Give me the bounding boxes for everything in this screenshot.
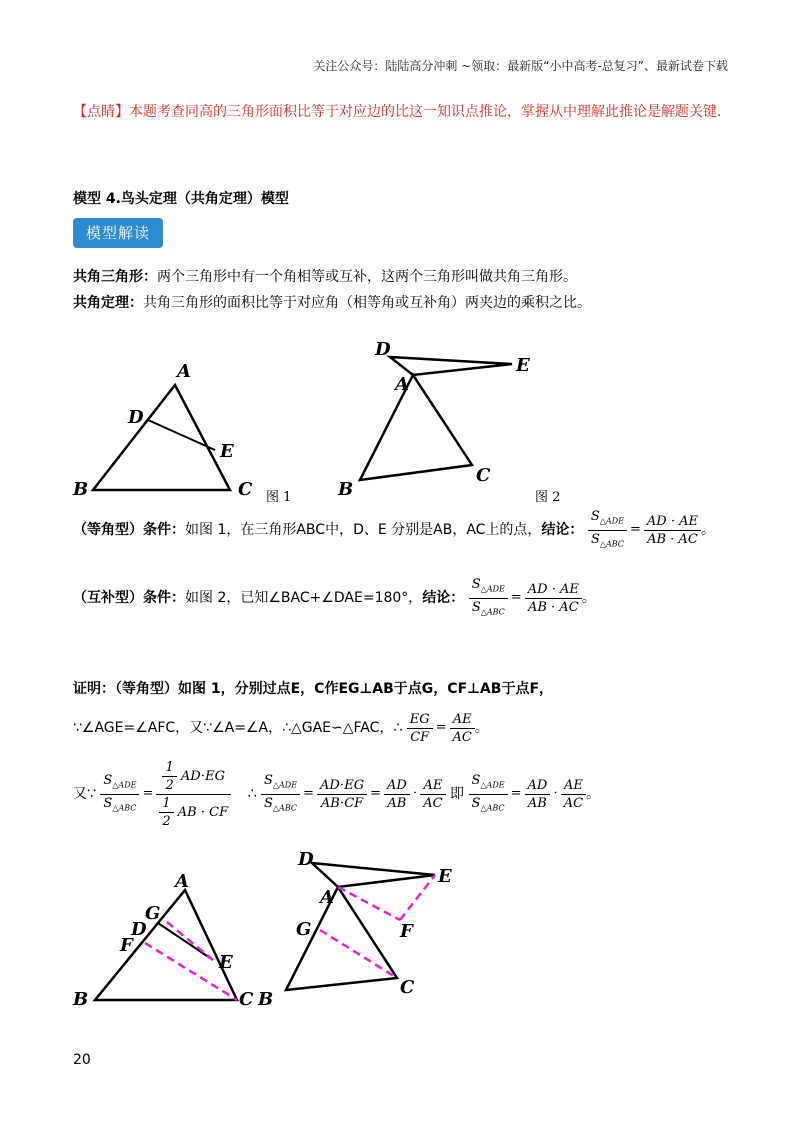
- label-e: E: [220, 441, 234, 462]
- label-b: B: [338, 479, 354, 500]
- triangle-abc: [93, 385, 230, 490]
- model-badge: 模型解读: [73, 218, 163, 248]
- triangle-abc: [360, 375, 472, 480]
- conclusion-label: 结论：: [422, 590, 465, 607]
- label-e: E: [219, 952, 233, 973]
- proof-figure-1: [65, 865, 280, 1015]
- ad-eg-fraction: $\frac{AD\cdot EG}{AB\cdot CF}$: [317, 777, 367, 812]
- condition-supplementary: （互补型）条件：如图 2，已知∠BAC+∠DAE=180°，结论： $\frac{S_{\triangle ADE}}{S_{\triangle ABC}}$ = $\frac{AD \cdot AE}{AB \cdot AC}$ 。: [73, 576, 596, 616]
- area-ratio-fraction: $\frac{S_{\triangle ADE}}{S_{\triangle ABC}}$: [588, 508, 627, 552]
- label-e: E: [516, 355, 530, 376]
- area-ratio-fraction: $\frac{S_{\triangle ADE}}{S_{\triangle ABC}}$: [469, 576, 508, 620]
- ad-ab-fraction: $\frac{AD}{AB}$: [384, 777, 410, 812]
- label-a: A: [175, 871, 189, 892]
- segment-de: [158, 923, 213, 960]
- segment-ef: [400, 875, 435, 920]
- figure-2: [330, 335, 550, 500]
- proof-figure-2: [250, 845, 470, 1015]
- area-ratio-fraction-2: $\frac{S_{\triangle ADE}}{S_{\triangle ABC}}$: [261, 772, 300, 816]
- ae-ac-fraction: $\frac{AE}{AC}$: [450, 711, 475, 746]
- proof-line-2-text: ∵∠AGE=∠AFC，又∵∠A=∠A，∴△GAE∽△FAC，∴: [73, 720, 403, 736]
- label-c: C: [238, 479, 253, 500]
- label-b: B: [73, 479, 89, 500]
- segment-de: [148, 420, 215, 450]
- ae-ac-fraction: $\frac{AE}{AC}$: [420, 777, 445, 812]
- condition-supp-text: 如图 2，已知∠BAC+∠DAE=180°，: [185, 590, 423, 607]
- label-b: B: [73, 989, 89, 1010]
- proof-line-1-text: 证明：（等角型）如图 1，分别过点E，C作EG⊥AB于点G，CF⊥AB于点F，: [73, 681, 554, 697]
- condition-equal-prefix: （等角型）条件：: [73, 522, 185, 539]
- figure-1: [60, 350, 300, 510]
- model-title: 模型 4.鸟头定理（共角定理）模型: [73, 191, 289, 207]
- label-f: F: [120, 935, 133, 956]
- label-b: B: [258, 989, 274, 1010]
- label-d: D: [128, 407, 144, 428]
- proof-line-2: ∵∠AGE=∠AFC，又∵∠A=∠A，∴△GAE∽△FAC，∴ $\frac{EG}{CF}$ = $\frac{AE}{AC}$ 。: [73, 711, 489, 745]
- eg-cf-fraction: $\frac{EG}{CF}$: [407, 711, 433, 746]
- label-c: C: [476, 465, 491, 486]
- definition-1: [73, 266, 577, 286]
- ae-ac-fraction: $\frac{AE}{AC}$: [561, 777, 586, 812]
- proof-line-1: [73, 678, 553, 698]
- label-c: C: [400, 977, 415, 998]
- label-a: A: [395, 374, 409, 395]
- side-product-fraction: $\frac{AD \cdot AE}{AB \cdot AC}$: [644, 513, 701, 548]
- segment-cg: [320, 930, 397, 978]
- ad-ab-fraction: $\frac{AD}{AB}$: [525, 777, 551, 812]
- dianjing-note: 【点睛】本题考查同高的三角形面积比等于对应边的比这一知识点推论，掌握从中理解此推论是解题关键.: [73, 104, 722, 120]
- definition-1-text: 两个三角形中有一个角相等或互补，这两个三角形叫做共角三角形。: [157, 269, 577, 285]
- label-d: D: [298, 849, 314, 870]
- definition-2-term: 共角定理：: [73, 295, 143, 311]
- triangle-abc: [95, 890, 237, 1000]
- definition-2: [73, 292, 591, 312]
- label-f: F: [400, 921, 413, 942]
- half-area-fraction: $\frac{1}{2}$ AD⋅EG $\frac{1}{2}$ AB · CF: [156, 759, 231, 830]
- label-c: C: [239, 989, 254, 1010]
- label-g: G: [296, 919, 312, 940]
- page-number: 20: [73, 1052, 91, 1068]
- condition-equal-angle: （等角型）条件：如图 1，在三角形ABC中，D、E 分别是AB，AC上的点，结论： $\frac{S_{\triangle ADE}}{S_{\triangle ABC}}$ = $\frac{AD \cdot AE}{AB \cdot AC}$ 。: [73, 508, 715, 548]
- label-g: G: [145, 903, 161, 924]
- triangle-ade: [390, 357, 512, 375]
- label-e: E: [438, 866, 452, 887]
- label-a: A: [177, 361, 191, 382]
- figure-1-caption: 图 1: [266, 490, 292, 505]
- figure-2-caption: 图 2: [535, 490, 561, 505]
- definition-2-text: 共角三角形的面积比等于对应角（相等角或互补角）两夹边的乘积之比。: [143, 295, 591, 311]
- label-d: D: [375, 339, 391, 360]
- triangle-ade: [312, 863, 435, 887]
- label-d: D: [131, 919, 147, 940]
- condition-equal-text: 如图 1，在三角形ABC中，D、E 分别是AB，AC上的点，: [185, 522, 542, 539]
- condition-supp-prefix: （互补型）条件：: [73, 590, 185, 607]
- conclusion-label: 结论：: [541, 522, 584, 539]
- area-ratio-fraction: $\frac{S_{\triangle ADE}}{S_{\triangle ABC}}$: [100, 772, 139, 816]
- page-header: 关注公众号：陆陆高分冲刺 ~领取：最新版“小中高考-总复习”、最新试卷下载: [313, 59, 728, 73]
- label-a: A: [320, 887, 334, 908]
- definition-1-term: 共角三角形：: [73, 269, 157, 285]
- proof-line-3: 又∵ $\frac{S_{\triangle ADE}}{S_{\triangle ABC}}$ = $\frac{1}{2}$ AD⋅EG $\frac{1}{2}$ AB · CF ∴ $\frac{S_{\triangle ADE}}{S_{\triangle ABC}}$ = $\frac{AD\cdot EG}{AB\cdot CF}$ = $\frac{AD}{AB}$ ⋅ $\frac{AE}{AC}$ 即 $\frac{S_{\triangle ADE}}{S_{\triangle ABC}}$ = $\frac{AD}{AB}$ ⋅ $\frac{AE}{AC}$ 。: [73, 759, 601, 829]
- side-product-fraction: $\frac{AD \cdot AE}{AB \cdot AC}$: [525, 581, 582, 616]
- area-ratio-fraction-3: $\frac{S_{\triangle ADE}}{S_{\triangle ABC}}$: [469, 772, 508, 816]
- proof-line-3-prefix: 又∵: [73, 786, 96, 802]
